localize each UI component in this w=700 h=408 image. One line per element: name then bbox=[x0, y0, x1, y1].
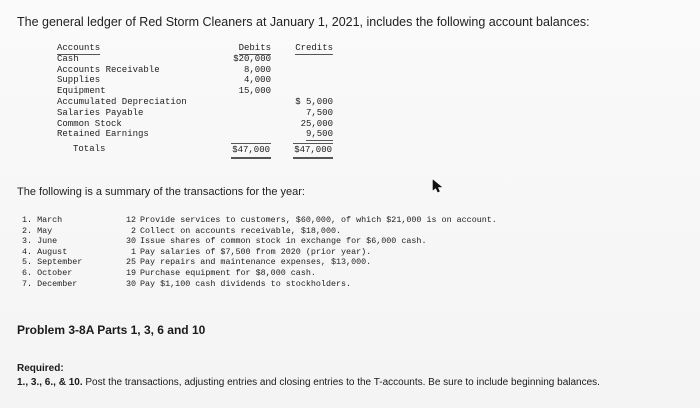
ledger-row bbox=[57, 65, 339, 76]
transactions-heading: The following is a summary of the transactions for the year: bbox=[17, 186, 305, 198]
transaction-item bbox=[22, 268, 672, 279]
ledger-row bbox=[57, 54, 339, 65]
ledger-header-row bbox=[57, 43, 339, 54]
ledger-heading: The general ledger of Red Storm Cleaners at January 1, 2021, includes the following account balances: bbox=[17, 15, 590, 29]
transaction-day: 2 bbox=[130, 225, 136, 236]
total-debits: $47,000 bbox=[231, 143, 271, 159]
debit-amount: $20,000 bbox=[233, 53, 271, 64]
account-name: Equipment bbox=[57, 86, 106, 97]
account-name: Accumulated Depreciation bbox=[57, 96, 187, 107]
required-text: Post the transactions, adjusting entries and closing entries to the T-accounts. Be sure to include beginning balances. bbox=[85, 377, 600, 388]
debit-amount: 8,000 bbox=[243, 64, 271, 75]
ledger-table bbox=[57, 43, 339, 156]
required-label: Required: bbox=[17, 363, 64, 374]
transaction-month: 7. December bbox=[22, 278, 78, 289]
transaction-item bbox=[22, 279, 672, 290]
debit-amount: 15,000 bbox=[238, 86, 271, 97]
accounts-column-header: Accounts bbox=[57, 43, 101, 53]
transaction-day: 30 bbox=[125, 278, 136, 289]
ledger-row bbox=[57, 75, 339, 86]
ledger-totals-row bbox=[57, 143, 339, 156]
transaction-day: 12 bbox=[125, 215, 136, 225]
problem-title: Problem 3-8A Parts 1, 3, 6 and 10 bbox=[17, 323, 206, 337]
credit-amount: 7,500 bbox=[305, 107, 333, 118]
transaction-day: 25 bbox=[125, 257, 136, 268]
transaction-description: Purchase equipment for $8,000 cash. bbox=[140, 267, 316, 278]
transaction-description: Pay $1,100 cash dividends to stockholders. bbox=[140, 278, 352, 289]
credit-amount: 9,500 bbox=[305, 129, 333, 140]
transaction-item bbox=[22, 226, 672, 237]
transaction-month: 6. October bbox=[22, 267, 73, 278]
transaction-description: Pay repairs and maintenance expenses, $13,000. bbox=[140, 257, 372, 268]
totals-label: Totals bbox=[73, 144, 106, 155]
transaction-day: 30 bbox=[125, 236, 136, 247]
account-name: Salaries Payable bbox=[57, 107, 144, 118]
transaction-day: 1 bbox=[130, 246, 136, 257]
account-name: Common Stock bbox=[57, 118, 122, 129]
transaction-description: Collect on accounts receivable, $18,000. bbox=[140, 225, 342, 236]
transaction-month: 2. May bbox=[22, 225, 53, 236]
transaction-month: 1. March bbox=[22, 215, 63, 225]
transaction-item bbox=[22, 236, 672, 247]
debit-amount: 4,000 bbox=[243, 75, 271, 86]
debits-column-header: Debits bbox=[238, 43, 271, 53]
transaction-item bbox=[22, 215, 672, 226]
transactions-list bbox=[22, 215, 672, 289]
credits-column-header: Credits bbox=[295, 43, 333, 53]
ledger-row bbox=[57, 129, 339, 140]
transaction-description: Issue shares of common stock in exchange for $6,000 cash. bbox=[140, 236, 427, 247]
account-name: Retained Earnings bbox=[57, 129, 149, 140]
ledger-row bbox=[57, 108, 339, 119]
account-name: Supplies bbox=[57, 75, 101, 86]
transaction-month: 3. June bbox=[22, 236, 58, 247]
account-name: Accounts Receivable bbox=[57, 64, 160, 75]
total-credits: $47,000 bbox=[293, 143, 333, 159]
required-parts: 1., 3., 6., & 10. bbox=[17, 377, 83, 388]
ledger-row bbox=[57, 119, 339, 130]
transaction-month: 4. August bbox=[22, 246, 68, 257]
required-instructions bbox=[17, 377, 600, 388]
transaction-month: 5. September bbox=[22, 257, 83, 268]
transaction-description: Provide services to customers, $60,000, of which $21,000 is on account. bbox=[140, 215, 497, 225]
ledger-row bbox=[57, 86, 339, 97]
transaction-description: Pay salaries of $7,500 from 2020 (prior year). bbox=[140, 246, 372, 257]
mouse-pointer-icon bbox=[432, 179, 444, 193]
credit-amount: 25,000 bbox=[300, 118, 333, 129]
account-name: Cash bbox=[57, 53, 79, 64]
credit-amount: $ 5,000 bbox=[295, 96, 333, 107]
transaction-day: 19 bbox=[125, 267, 136, 278]
transaction-item bbox=[22, 257, 672, 268]
transaction-item bbox=[22, 247, 672, 258]
ledger-row bbox=[57, 97, 339, 108]
